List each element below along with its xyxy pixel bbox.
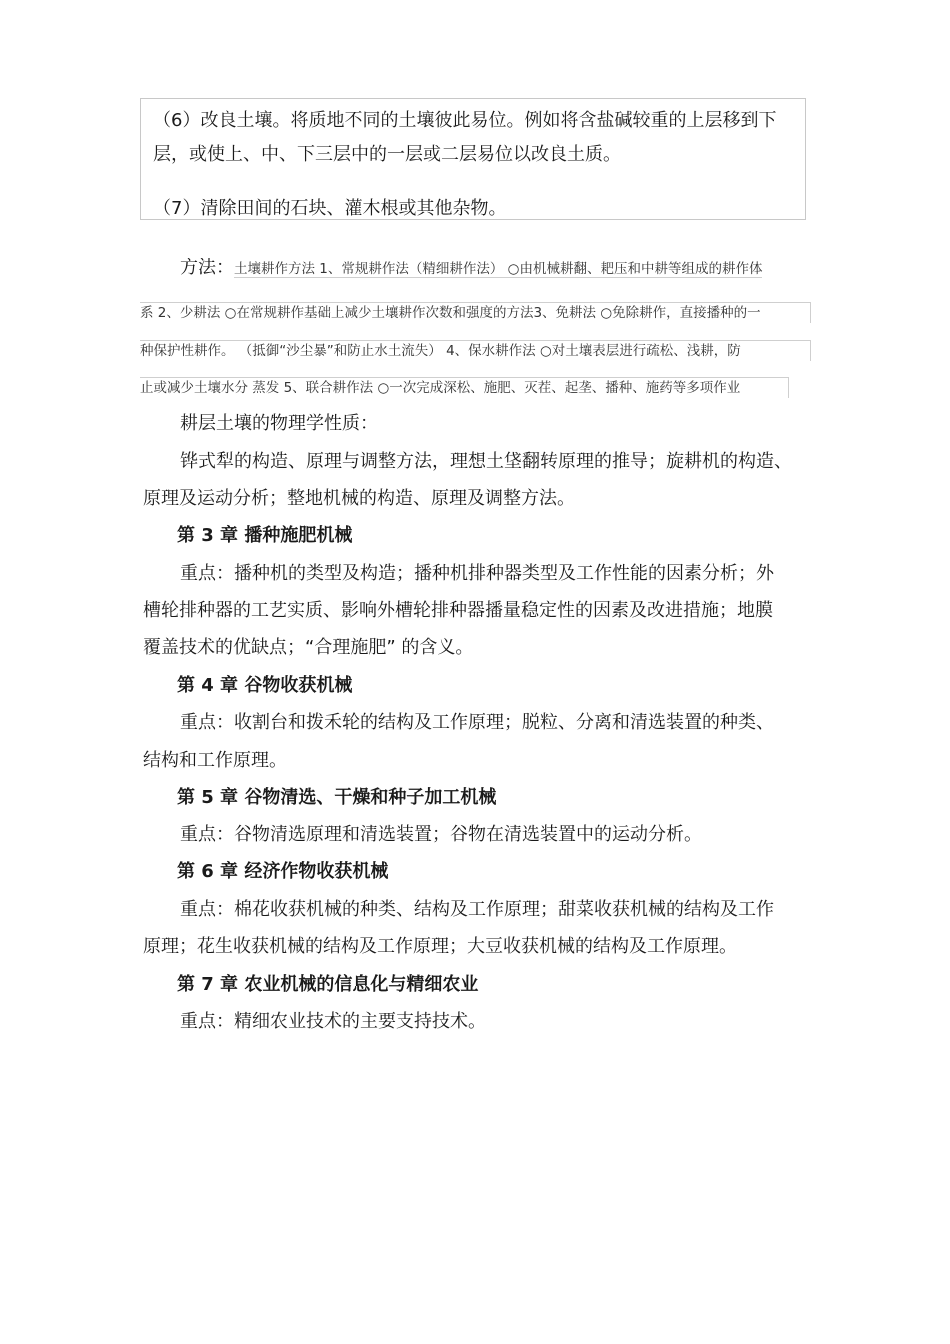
chapter-7-line-1: 重点：精细农业技术的主要支持技术。 <box>180 1011 486 1032</box>
chapter-6-line-2: 原理；花生收获机械的结构及工作原理；大豆收获机械的结构及工作原理。 <box>143 936 737 957</box>
chapter-3-line-2: 槽轮排种器的工艺实质、影响外槽轮排种器播量稳定性的因素及改进措施；地膜 <box>143 600 773 621</box>
chapter-6-line-1: 重点：棉花收获机械的种类、结构及工作原理；甜菜收获机械的结构及工作 <box>180 899 774 920</box>
method-line-2: 系 2、少耕法 ○在常规耕作基础上减少土壤耕作次数和强度的方法3、免耕法 ○免除耕作，直接播种的一 <box>140 302 811 323</box>
plough-line-1: 铧式犁的构造、原理与调整方法，理想土垡翻转原理的推导；旋耕机的构造、 <box>180 451 792 472</box>
chapter-3-line-1: 重点：播种机的类型及构造；播种机排种器类型及工作性能的因素分析；外 <box>180 563 774 584</box>
soil-improvement-box <box>140 98 806 220</box>
method-line-4: 止或减少土壤水分 蒸发 5、联合耕作法 ○一次完成深松、施肥、灭茬、起垄、播种、施药等多项作业 <box>140 377 789 398</box>
box-line-6: （6）改良土壤。将质地不同的土壤彼此易位。例如将含盐碱较重的上层移到下 <box>153 110 777 131</box>
chapter-7-heading: 第 7 章 农业机械的信息化与精细农业 <box>177 974 479 995</box>
box-line-7: （7）清除田间的石块、灌木根或其他杂物。 <box>153 198 507 219</box>
method-label: 方法： <box>180 258 234 278</box>
chapter-3-heading: 第 3 章 播种施肥机械 <box>177 525 353 546</box>
soil-properties-line: 耕层土壤的物理学性质： <box>180 413 378 434</box>
chapter-5-line-1: 重点：谷物清选原理和清选装置；谷物在清选装置中的运动分析。 <box>180 824 702 845</box>
method-line-1 <box>180 258 810 279</box>
box-line-6-cont: 层，或使上、中、下三层中的一层或二层易位以改良土质。 <box>153 144 621 165</box>
chapter-6-heading: 第 6 章 经济作物收获机械 <box>177 861 389 882</box>
chapter-5-heading: 第 5 章 谷物清选、干燥和种子加工机械 <box>177 787 497 808</box>
chapter-4-heading: 第 4 章 谷物收获机械 <box>177 675 353 696</box>
chapter-4-line-1: 重点：收割台和拨禾轮的结构及工作原理；脱粒、分离和清选装置的种类、 <box>180 712 774 733</box>
method-line-3: 种保护性耕作。 （抵御“沙尘暴”和防止水土流失） 4、保水耕作法 ○对土壤表层进行疏松、浅耕，防 <box>140 340 811 361</box>
method-text-1: 土壤耕作方法 1、常规耕作法（精细耕作法） ○由机械耕翻、耙压和中耕等组成的耕作体 <box>234 261 763 277</box>
plough-line-2: 原理及运动分析；整地机械的构造、原理及调整方法。 <box>143 488 575 509</box>
chapter-4-line-2: 结构和工作原理。 <box>143 750 287 771</box>
chapter-3-line-3: 覆盖技术的优缺点；“合理施肥” 的含义。 <box>143 637 474 658</box>
